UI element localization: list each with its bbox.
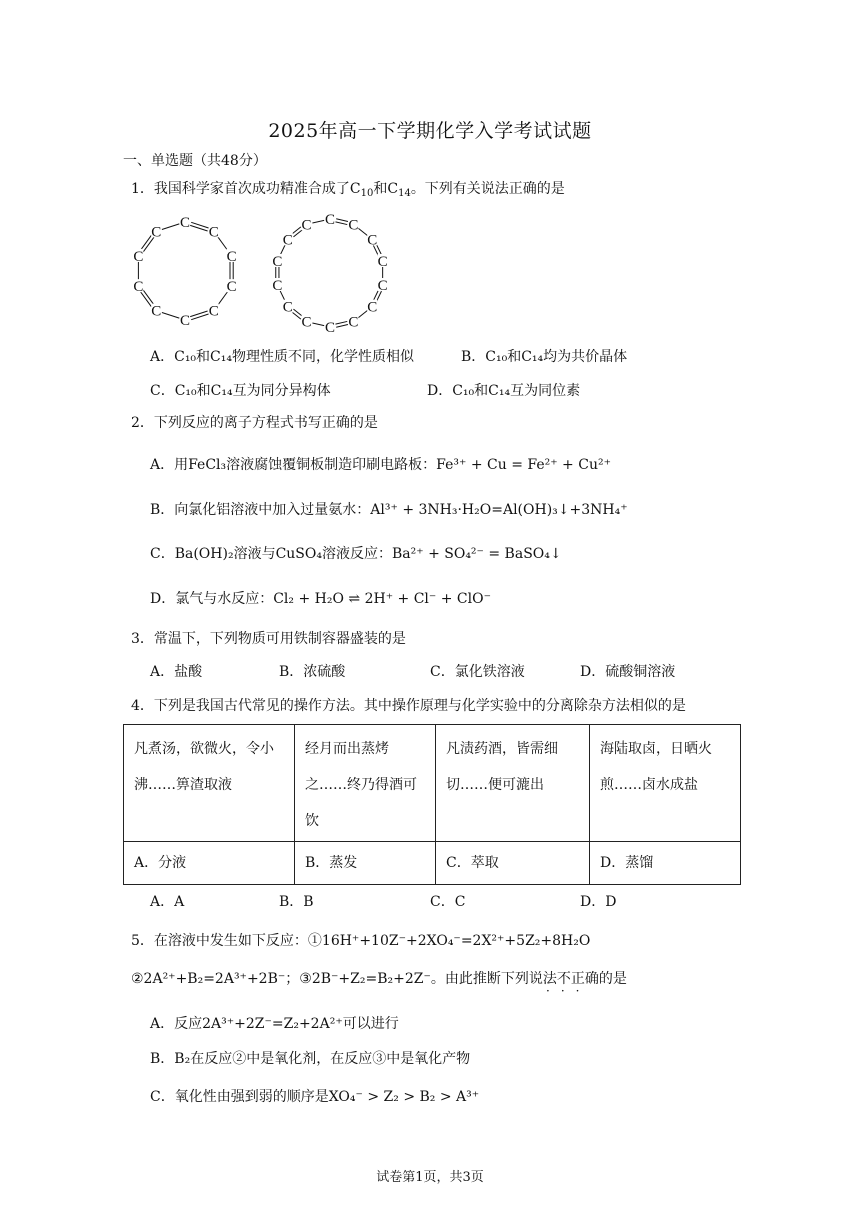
- q1-option-a[interactable]: A．C₁₀和C₁₄物理性质不同，化学性质相似: [150, 349, 414, 365]
- c10-bond: [162, 312, 179, 318]
- q5-option-a[interactable]: A．反应2A³⁺+2Z⁻=Z₂+2A²⁺可以进行: [150, 1016, 399, 1032]
- q1-option-c[interactable]: C．C₁₀和C₁₄互为同分异构体: [150, 383, 331, 399]
- q4-cell-2: 经月而出蒸烤之……终乃得酒可饮: [295, 725, 436, 842]
- q4-text-row: [124, 725, 741, 842]
- q1-option-b[interactable]: B．C₁₀和C₁₄均为共价晶体: [461, 349, 628, 365]
- c14-bond: [358, 228, 367, 236]
- c14-atom-label: C: [324, 320, 336, 336]
- c10-atom-label: C: [179, 313, 191, 329]
- c14-atom-label: C: [282, 299, 293, 316]
- q1-option-d[interactable]: D．C₁₀和C₁₄互为同位素: [427, 383, 581, 399]
- c10-bond: [190, 225, 207, 231]
- emphasis-dots: ···: [546, 984, 591, 998]
- c14-atom-label: C: [367, 299, 378, 316]
- section-heading: 一、单选题（共48分）: [123, 153, 267, 169]
- q4-method-3: C．萃取: [436, 842, 590, 885]
- c14-bond: [335, 321, 347, 324]
- c10-bond: [190, 311, 207, 317]
- q2-option-b[interactable]: B．向氯化铝溶液中加入过量氨水：Al³⁺ + 3NH₃·H₂O=Al(OH)₃↓+3NH₄⁺: [150, 502, 628, 518]
- q4-cell-3: 凡渍药酒，皆需细切……便可漉出: [436, 725, 590, 842]
- c14-atom-label: C: [377, 253, 388, 270]
- c14-atom-label: C: [367, 232, 378, 249]
- q4-stem: 4．下列是我国古代常见的操作方法。其中操作原理与化学实验中的分离除杂方法相似的是: [131, 698, 686, 714]
- c14-atom-label: C: [348, 217, 359, 234]
- c10-bond: [191, 314, 208, 320]
- c10-atom-label: C: [226, 248, 237, 265]
- page-footer: 试卷第1页，共3页: [376, 1170, 484, 1185]
- q2-stem: 2．下列反应的离子方程式书写正确的是: [131, 415, 378, 431]
- q4-cell-4: 海陆取卤，日晒火煎……卤水成盐: [590, 725, 741, 842]
- q4-option-b[interactable]: B．B: [279, 894, 314, 910]
- exam-title: 2025年高一下学期化学入学考试试题: [268, 120, 592, 142]
- c10-atom-label: C: [151, 224, 162, 241]
- q2-option-a[interactable]: A．用FeCl₃溶液腐蚀覆铜板制造印刷电路板：Fe³⁺ + Cu = Fe²⁺ + Cu²⁺: [150, 457, 611, 473]
- c14-atom-label: C: [272, 278, 283, 295]
- c14-atom-label: C: [348, 314, 359, 331]
- q1-stem: 1．我国科学家首次成功精准合成了$C_{10}$和$C_{14}$。下列有关说法正确的是: [131, 181, 565, 199]
- q4-option-a[interactable]: A．A: [150, 894, 185, 910]
- c10-bond: [191, 222, 208, 228]
- q3-option-a[interactable]: A．盐酸: [150, 664, 203, 680]
- c10-atom-label: C: [179, 215, 191, 231]
- c14-atom-label: C: [272, 253, 283, 270]
- q4-method-4: D．蒸馏: [590, 842, 741, 885]
- q3-option-d[interactable]: D．硫酸铜溶液: [580, 664, 676, 680]
- c14-bond: [291, 227, 300, 235]
- c10-bond: [162, 224, 179, 230]
- q5-option-b[interactable]: B．B₂在反应②中是氧化剂，在反应③中是氧化产物: [150, 1051, 471, 1067]
- q4-option-d[interactable]: D．D: [580, 894, 617, 910]
- c10-atom-label: C: [208, 303, 219, 320]
- c14-bond: [312, 220, 324, 223]
- q5-stem-line-1: 5．在溶液中发生如下反应：①16H⁺+10Z⁻+2XO₄⁻=2X²⁺+5Z₂+8H₂O: [131, 933, 591, 949]
- q4-cell-1: 凡煮汤，欲微火，令小沸……箅渣取液: [124, 725, 295, 842]
- q3-stem: 3．常温下，下列物质可用铁制容器盛装的是: [131, 631, 406, 647]
- q5-option-c[interactable]: C．氧化性由强到弱的顺序是XO₄⁻ > Z₂ > B₂ > A³⁺: [150, 1089, 480, 1105]
- c14-ring-structure: [265, 210, 395, 336]
- q4-method-1: A．分液: [124, 842, 295, 885]
- q5-stem-line-2: ②2A²⁺+B₂=2A³⁺+2B⁻；③2B⁻+Z₂=B₂+2Z⁻。由此推断下列说法不正确的是: [131, 971, 627, 987]
- q3-option-c[interactable]: C．氯化铁溶液: [430, 664, 525, 680]
- c14-atom-label: C: [377, 278, 388, 295]
- c10-atom-label: C: [208, 224, 219, 241]
- c14-atom-label: C: [301, 217, 312, 234]
- c14-bond: [335, 222, 347, 225]
- q2-option-d[interactable]: D．氯气与水反应：Cl₂ + H₂O ⇌ 2H⁺ + Cl⁻ + ClO⁻: [150, 591, 491, 607]
- q3-option-b[interactable]: B．浓硫酸: [279, 664, 346, 680]
- c14-bond: [358, 310, 367, 318]
- c14-atom-label: C: [301, 314, 312, 331]
- c10-atom-label: C: [133, 279, 144, 296]
- c14-atom-label: C: [282, 232, 293, 249]
- q4-method-row: [124, 842, 741, 885]
- q4-table: [123, 724, 741, 885]
- c14-bond: [336, 219, 348, 222]
- c14-bond: [336, 325, 348, 328]
- c10-atom-label: C: [133, 248, 144, 265]
- c14-atom-label: C: [324, 212, 336, 228]
- q4-option-c[interactable]: C．C: [430, 894, 466, 910]
- c10-atom-label: C: [226, 279, 237, 296]
- c10-ring-structure: [125, 212, 245, 330]
- c14-bond: [291, 312, 300, 320]
- q2-option-c[interactable]: C．Ba(OH)₂溶液与CuSO₄溶液反应：Ba²⁺ + SO₄²⁻ = BaSO₄↓: [150, 546, 562, 562]
- c14-bond: [312, 323, 324, 326]
- c10-atom-label: C: [151, 303, 162, 320]
- q4-method-2: B．蒸发: [295, 842, 436, 885]
